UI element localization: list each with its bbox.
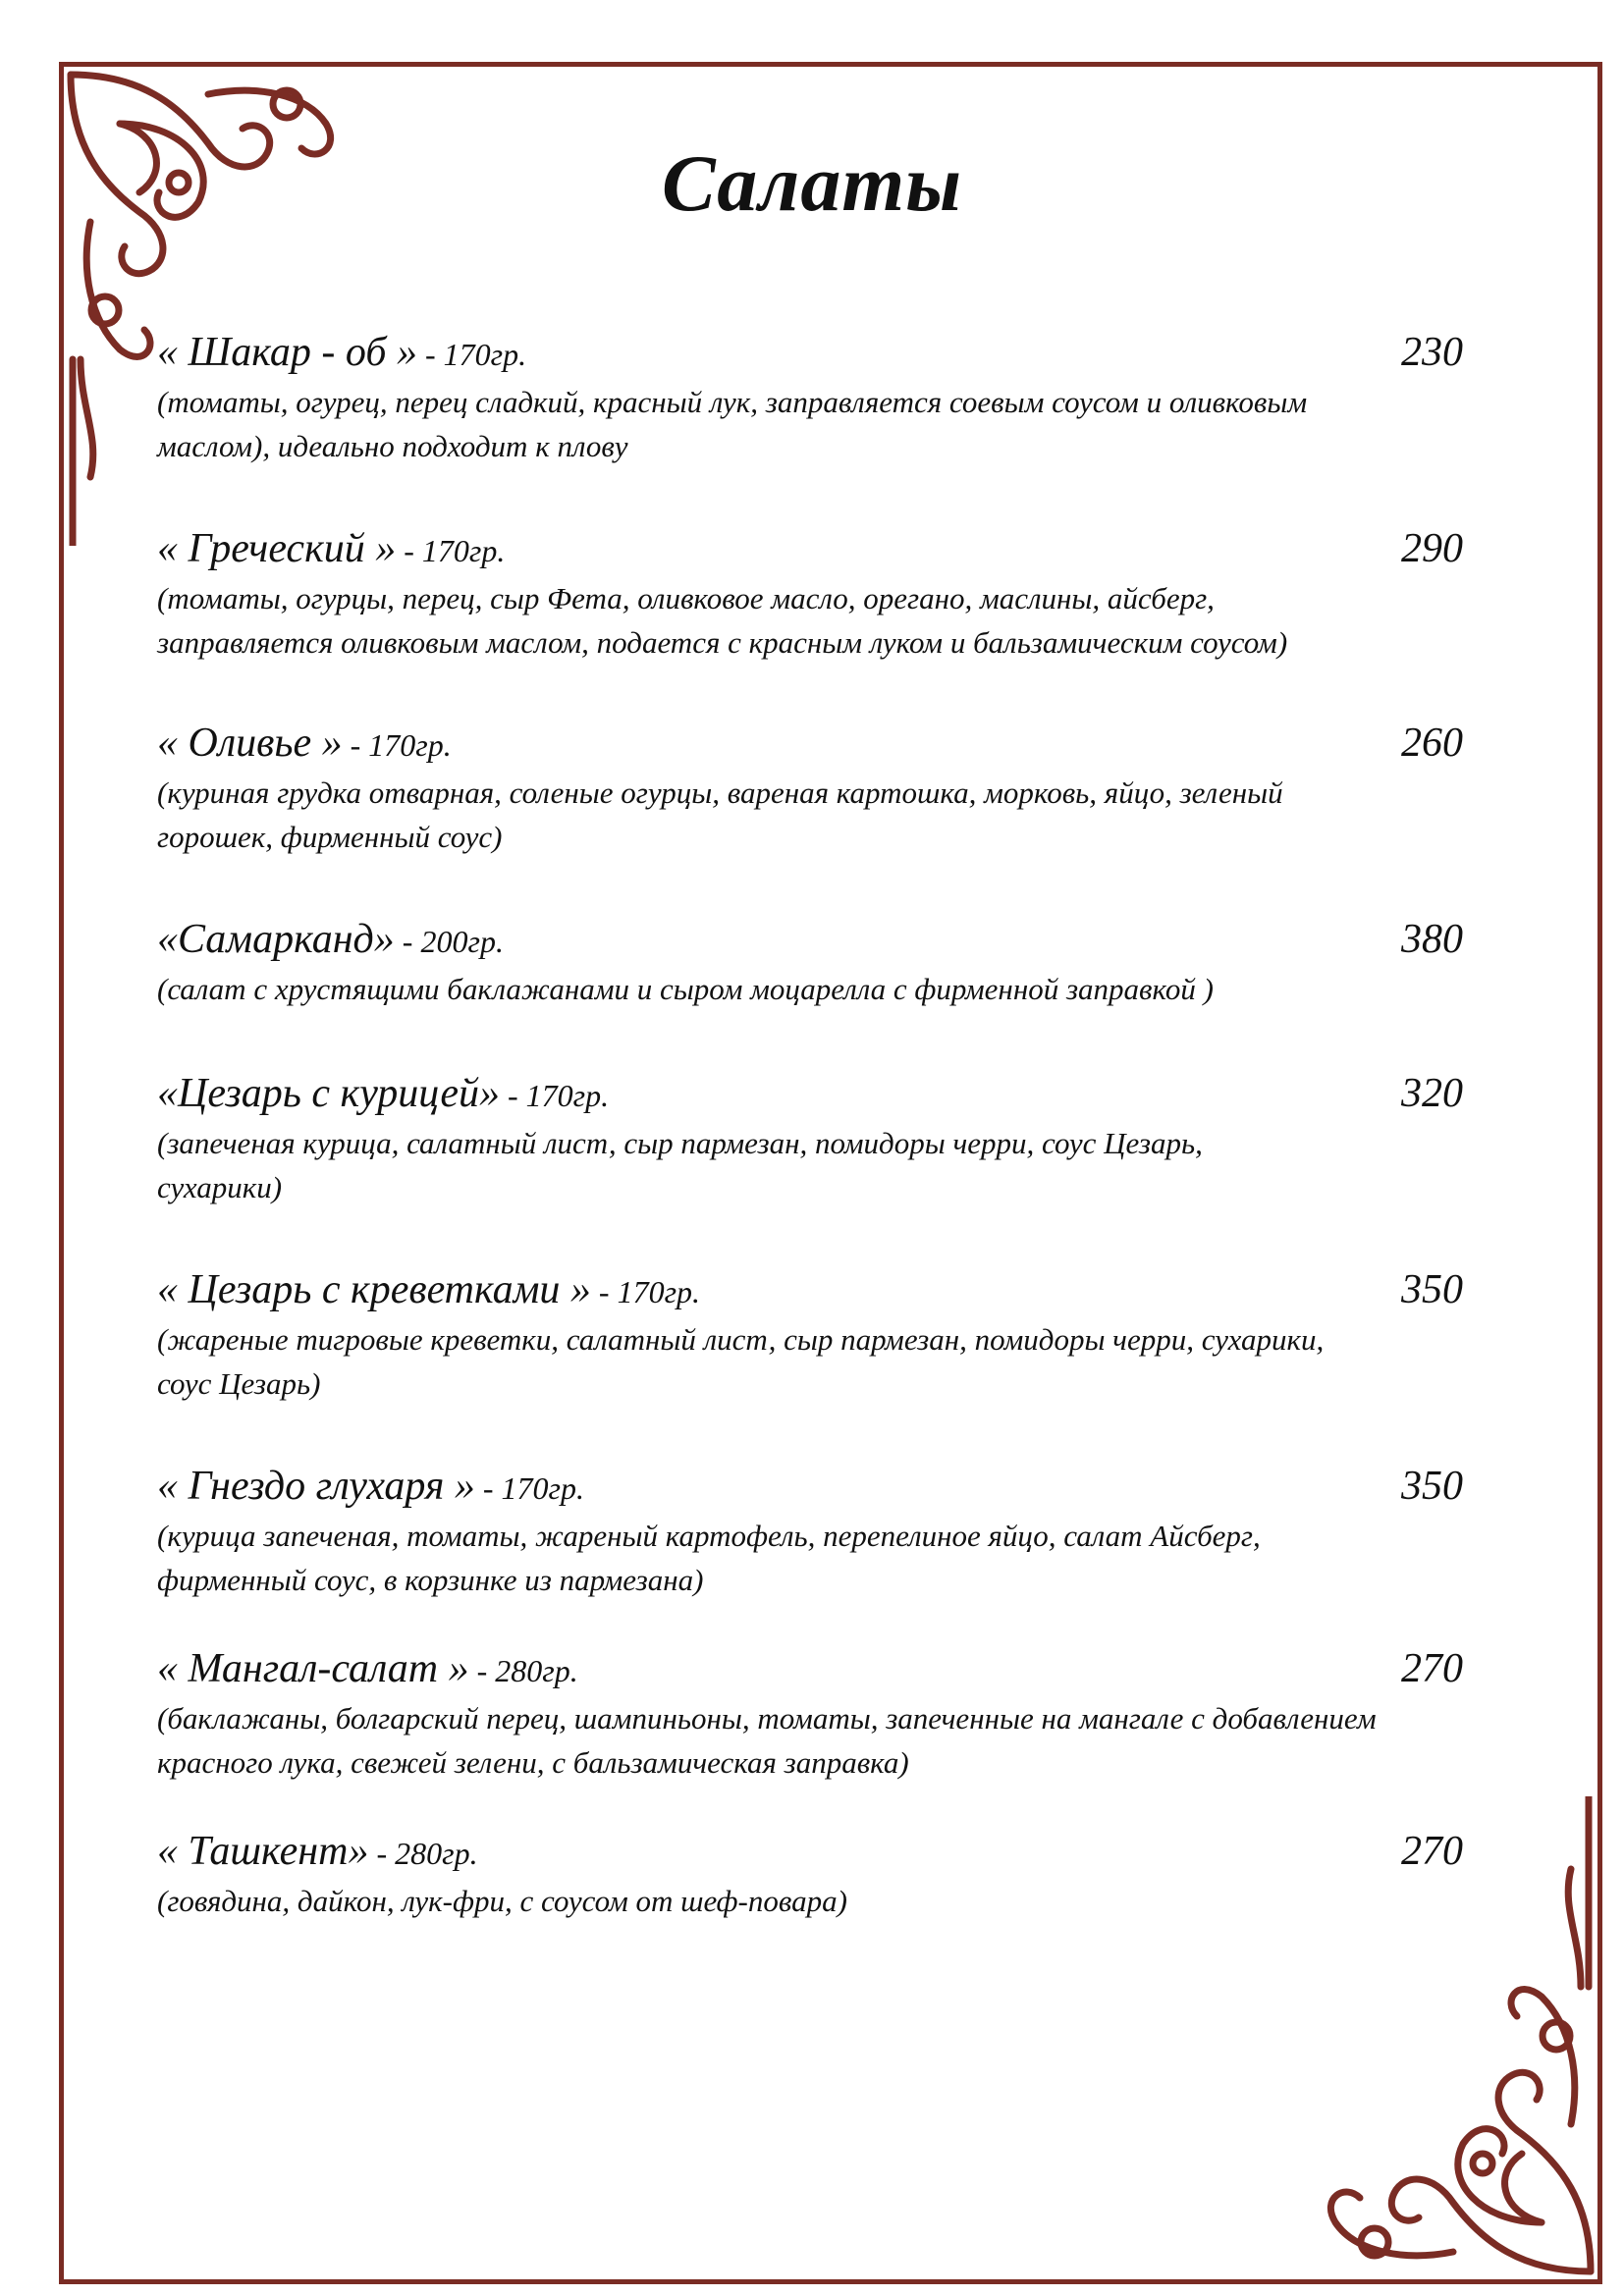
menu-item-header xyxy=(157,525,1463,576)
menu-item-weight: - 170гр. xyxy=(590,1274,701,1309)
menu-item-header xyxy=(157,916,1463,967)
menu-item-header xyxy=(157,329,1463,380)
menu-item-description: (куриная грудка отварная, соленые огурцы, вареная картошка, морковь, яйцо, зеленый xyxy=(157,775,1283,810)
menu-item-name: « Шакар - об » xyxy=(157,330,417,375)
menu-item-description: (курица запеченая, томаты, жареный картофель, перепелиное яйцо, салат Айсберг, xyxy=(157,1519,1261,1553)
menu-item-header xyxy=(157,1645,1463,1696)
menu-item-description: красного лука, свежей зелени, с бальзамическая заправка) xyxy=(157,1745,909,1780)
menu-item-header xyxy=(157,720,1463,771)
page-title: Салаты xyxy=(661,138,962,228)
menu-item xyxy=(157,1070,1463,1209)
menu-item xyxy=(157,720,1463,859)
menu-item-price: 270 xyxy=(1401,1646,1463,1691)
menu-item-weight: - 200гр. xyxy=(394,924,504,959)
menu-item-description: горошек, фирменный соус) xyxy=(157,820,503,854)
menu-item-name: « Мангал-салат » xyxy=(157,1646,469,1691)
menu-item-name: « Ташкент» xyxy=(157,1829,369,1874)
menu-item-header xyxy=(157,1463,1463,1514)
menu-item-weight: - 170гр. xyxy=(416,337,527,372)
menu-item-description: (баклажаны, болгарский перец, шампиньоны, томаты, запеченные на мангале с добавлением xyxy=(157,1701,1377,1735)
menu-item-description: (запеченая курица, салатный лист, сыр пармезан, помидоры черри, соус Цезарь, xyxy=(157,1126,1203,1160)
menu-item-price: 230 xyxy=(1401,330,1463,375)
menu-item-weight: - 170гр. xyxy=(499,1078,610,1113)
menu-item-description: соус Цезарь) xyxy=(157,1366,321,1401)
menu-item-name: «Самарканд» xyxy=(157,917,395,962)
menu-item-name: « Греческий » xyxy=(157,526,397,571)
menu-item-header xyxy=(157,1266,1463,1317)
menu-item xyxy=(157,1645,1463,1785)
menu-item-header xyxy=(157,1828,1463,1879)
menu-item-price: 380 xyxy=(1401,917,1463,962)
menu-item-weight: - 170гр. xyxy=(396,533,506,568)
menu-item xyxy=(157,1463,1463,1602)
menu-item-name: « Гнездо глухаря » xyxy=(157,1464,475,1509)
menu-item-name: « Оливье » xyxy=(157,721,343,766)
menu-item-description: маслом), идеально подходит к плову xyxy=(157,429,628,463)
menu-item-price: 260 xyxy=(1401,721,1463,766)
menu-item xyxy=(157,916,1463,1011)
menu-item-price: 350 xyxy=(1401,1267,1463,1312)
menu-item-price: 350 xyxy=(1401,1464,1463,1509)
menu-item-name: « Цезарь с креветками » xyxy=(157,1267,591,1312)
menu-item xyxy=(157,1266,1463,1406)
menu-item-price: 320 xyxy=(1401,1071,1463,1116)
menu-item xyxy=(157,329,1463,468)
menu-item-price: 270 xyxy=(1401,1829,1463,1874)
menu-item-description: заправляется оливковым маслом, подается с красным луком и бальзамическим соусом) xyxy=(157,625,1288,660)
menu-item-weight: - 280гр. xyxy=(368,1836,478,1871)
menu-item-description: (жареные тигровые креветки, салатный лист, сыр пармезан, помидоры черри, сухарики, xyxy=(157,1322,1325,1357)
menu-item-weight: - 170гр. xyxy=(474,1470,585,1506)
menu-item-weight: - 170гр. xyxy=(342,727,452,763)
menu-item-description: фирменный соус, в корзинке из пармезана) xyxy=(157,1563,704,1597)
menu-item-name: «Цезарь с курицей» xyxy=(157,1071,500,1116)
menu-item-header xyxy=(157,1070,1463,1121)
menu-item-description: (салат с хрустящими баклажанами и сыром моцарелла с фирменной заправкой ) xyxy=(157,972,1214,1006)
menu-item-weight: - 280гр. xyxy=(468,1653,578,1688)
menu-item-price: 290 xyxy=(1401,526,1463,571)
menu-item xyxy=(157,1828,1463,1923)
menu-item-description: (томаты, огурец, перец сладкий, красный лук, заправляется соевым соусом и оливковым xyxy=(157,385,1308,419)
menu-item-description: сухарики) xyxy=(157,1170,283,1204)
menu-item xyxy=(157,525,1463,665)
menu-item-description: (томаты, огурцы, перец, сыр Фета, оливковое масло, орегано, маслины, айсберг, xyxy=(157,581,1215,615)
menu-item-description: (говядина, дайкон, лук-фри, с соусом от шеф-повара) xyxy=(157,1884,847,1918)
